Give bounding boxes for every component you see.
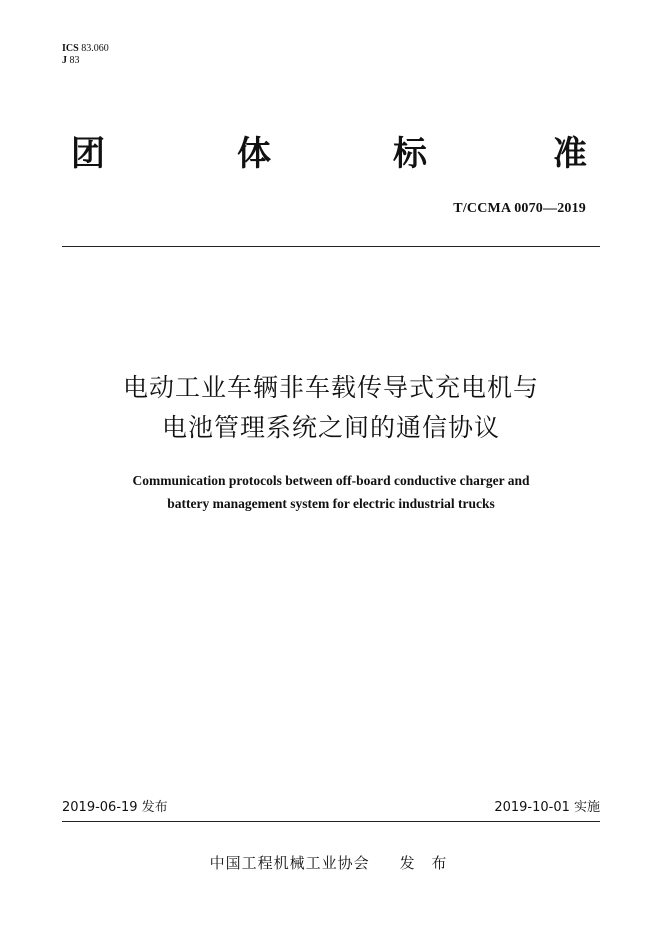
bottom-divider bbox=[62, 821, 600, 822]
ccs-code: 83 bbox=[69, 55, 80, 66]
title-en-line-2: battery management system for electric industrial trucks bbox=[167, 496, 495, 511]
standard-type-char: 团 bbox=[71, 134, 105, 174]
publisher-action: 发 布 bbox=[399, 854, 453, 872]
title-en-line-1: Communication protocols between off-board conductive charger and bbox=[132, 473, 530, 488]
ics-label: ICS bbox=[62, 43, 79, 54]
standard-type-char: 标 bbox=[393, 134, 427, 174]
top-divider bbox=[62, 246, 600, 247]
standard-number: T/CCMA 0070—2019 bbox=[453, 201, 586, 216]
ics-code: 83.060 bbox=[81, 43, 109, 54]
implementation-date: 2019-10-01 实施 bbox=[494, 800, 600, 815]
title-cn-line-2: 电池管理系统之间的通信协议 bbox=[161, 413, 500, 442]
issue-date: 2019-06-19 发布 bbox=[62, 800, 168, 815]
publisher bbox=[0, 852, 662, 874]
standard-type-heading bbox=[62, 128, 600, 180]
title-cn-line-1: 电动工业车辆非车载传导式充电机与 bbox=[122, 373, 539, 402]
ccs-classification bbox=[62, 55, 80, 67]
standard-type-char: 体 bbox=[237, 134, 271, 174]
ics-classification bbox=[62, 43, 109, 55]
ccs-label: J bbox=[62, 55, 67, 66]
standard-type-char: 准 bbox=[553, 134, 587, 174]
publisher-name: 中国工程机械工业协会 bbox=[209, 854, 370, 872]
